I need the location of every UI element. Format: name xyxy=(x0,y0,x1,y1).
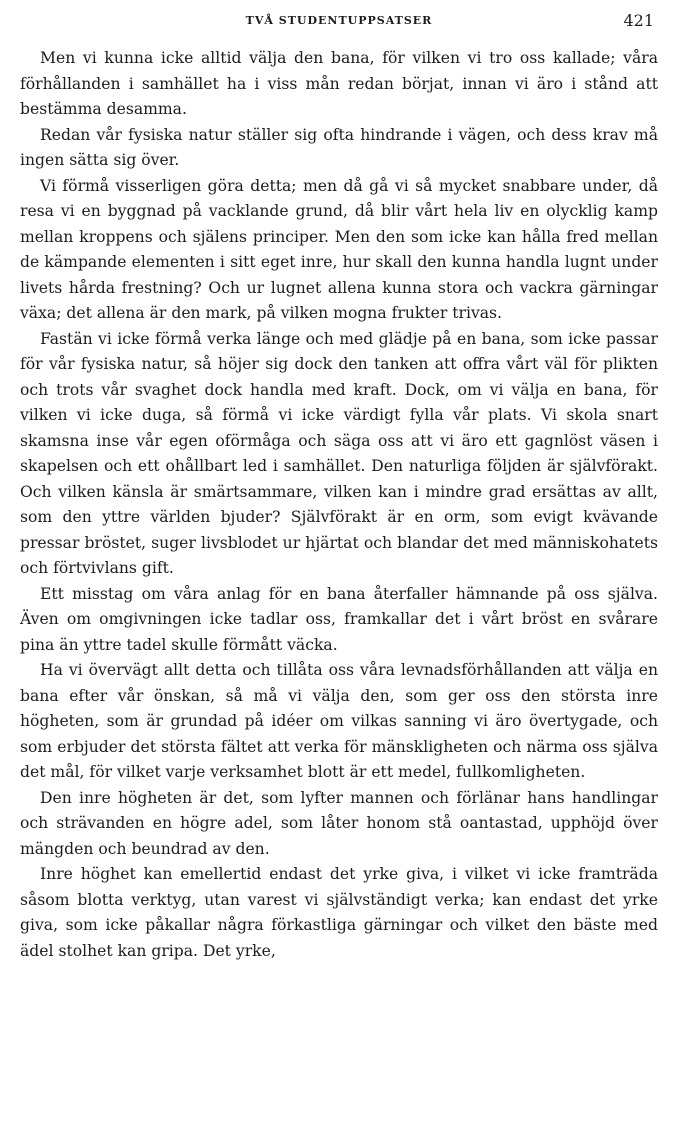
book-page xyxy=(20,10,658,964)
paragraph-6: Ha vi övervägt allt detta och tillåta oss våra levnadsförhållanden att välja en bana efter vår önskan, så må vi välja den, som ger oss den största inre högheten, som är grundad på idéer om vilkas sanning vi äro övertygade, och som erbjuder det största fältet att verka för mänskligheten och närma oss själva det mål, för vilket varje verksamhet blott är ett medel, fullkomligheten. xyxy=(20,661,658,781)
running-title: TVÅ STUDENTUPPSATSER xyxy=(245,14,433,27)
paragraph-7: Den inre högheten är det, som lyfter mannen och förlänar hans handlingar och strävanden en högre adel, som låter honom stå oantastad, upphöjd över mängden och beundrad av den. xyxy=(20,788,658,858)
running-head xyxy=(20,10,658,36)
page-number: 421 xyxy=(623,11,654,30)
body-text xyxy=(20,46,658,964)
paragraph-4: Fastän vi icke förmå verka länge och med glädje på en bana, som icke passar för vår fysiska natur, så höjer sig dock den tanken att offra vårt väl för plikten och trots vår svaghet dock handla med kraft. Dock, om vi välja en bana, för vilken vi icke duga, så förmå vi icke värdigt fylla vår plats. Vi skola snart skamsna inse vår egen oförmåga och säga oss att vi äro ett gagnlöst väsen i skapelsen och ett ohållbart led i samhället. Den naturliga följden är självförakt. Och vilken känsla är smärtsammare, vilken kan i mindre grad ersättas av allt, som den yttre världen bjuder? Självförakt är en orm, som evigt kvävande pressar bröstet, suger livsblodet ur hjärtat och blandar det med människohatets och förtvivlans gift. xyxy=(20,329,658,577)
paragraph-5: Ett misstag om våra anlag för en bana återfaller hämnande på oss själva. Även om omgivningen icke tadlar oss, framkallar det i vårt bröst en svårare pina än yttre tadel skulle förmått väcka. xyxy=(20,584,658,654)
paragraph-1: Men vi kunna icke alltid välja den bana, för vilken vi tro oss kallade; våra förhållanden i samhället ha i viss mån redan börjat, innan vi äro i stånd att bestämma desamma. xyxy=(20,49,658,118)
paragraph-8: Inre höghet kan emellertid endast det yrke giva, i vilket vi icke framträda såsom blotta verktyg, utan varest vi självständigt verka; kan endast det yrke giva, som icke påkallar några förkastliga gärningar och vilket den bäste med ädel stolhet kan gripa. Det yrke, xyxy=(20,865,658,960)
paragraph-3: Vi förmå visserligen göra detta; men då gå vi så mycket snabbare under, då resa vi en byggnad på vacklande grund, då blir vårt hela liv en olycklig kamp mellan kroppens och själens principer. Men den som icke kan hålla fred mellan de kämpande elementen i sitt eget inre, hur skall den kunna handla lugnt under livets hårda frestning? Och ur lugnet allena kunna stora och vackra gärningar växa; det allena är den mark, på vilken mogna frukter trivas. xyxy=(20,176,658,322)
paragraph-2: Redan vår fysiska natur ställer sig ofta hindrande i vägen, och dess krav må ingen sätta sig över. xyxy=(20,125,658,169)
